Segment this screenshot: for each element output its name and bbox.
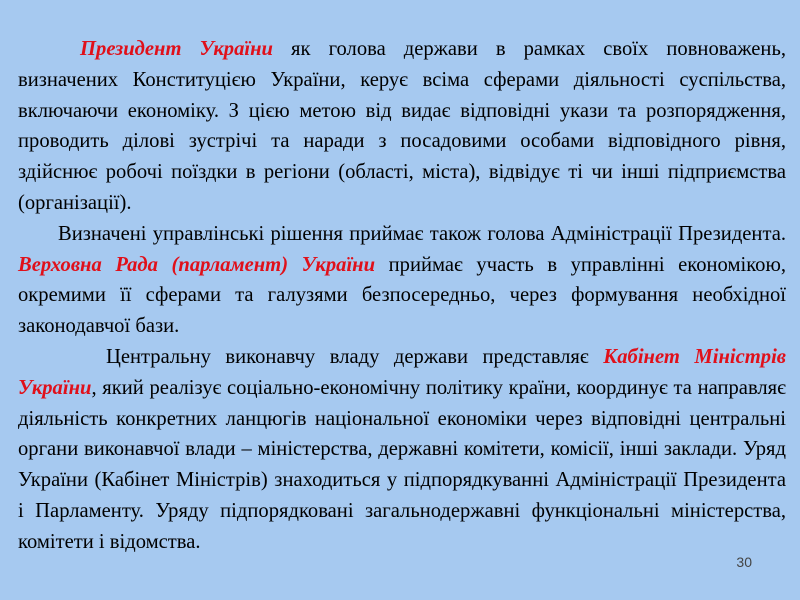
paragraph-president-text: як голова держави в рамках своїх повноважень, визначених Конституцією України, керує всіма сферами діяльності суспільства, включаючи економіку. З цією метою від видає відповідні укази та розпорядження, проводить ділові зустрічі та наради з посадовими особами відповідного рівня, здійснює робочі поїздки в регіони (області, міста), відвідує ті чи інші підприємства (організації). xyxy=(18,38,786,214)
paragraph-cabinet-text-after: , який реалізує соціально-економічну політику країни, координує та направляє діяльність конкретних ланцюгів національної економіки через відповідні центральні органи виконавчої влади – міністерства, державні комітети, комісії, інші заклади. Уряд України (Кабінет Міністрів) знаходиться у підпорядкуванні Адміністрації Президента і Парламенту. Уряду підпорядковані загальнодержавні функціональні міністерства, комітети і відомства. xyxy=(18,376,786,553)
slide-body xyxy=(18,34,786,558)
highlight-cabinet: Кабінет Міністрів України xyxy=(18,345,786,399)
paragraph-cabinet-text-before: Центральну виконавчу владу держави представляє xyxy=(106,345,604,368)
paragraph-parliament-text-before: Визначені управлінські рішення приймає також голова Адміністрації Президента. xyxy=(58,222,786,245)
paragraph-cabinet xyxy=(18,342,786,558)
highlight-president: Президент України xyxy=(80,38,273,60)
page-number: 30 xyxy=(736,554,752,570)
paragraph-parliament xyxy=(18,219,786,342)
paragraph-president xyxy=(18,34,786,219)
highlight-parliament: Верховна Рада (парламент) України xyxy=(18,253,376,276)
paragraph-parliament-text-after: приймає участь в управлінні економікою, окремими її сферами та галузями безпосередньо, через формування необхідної законодавчої бази. xyxy=(18,253,787,338)
